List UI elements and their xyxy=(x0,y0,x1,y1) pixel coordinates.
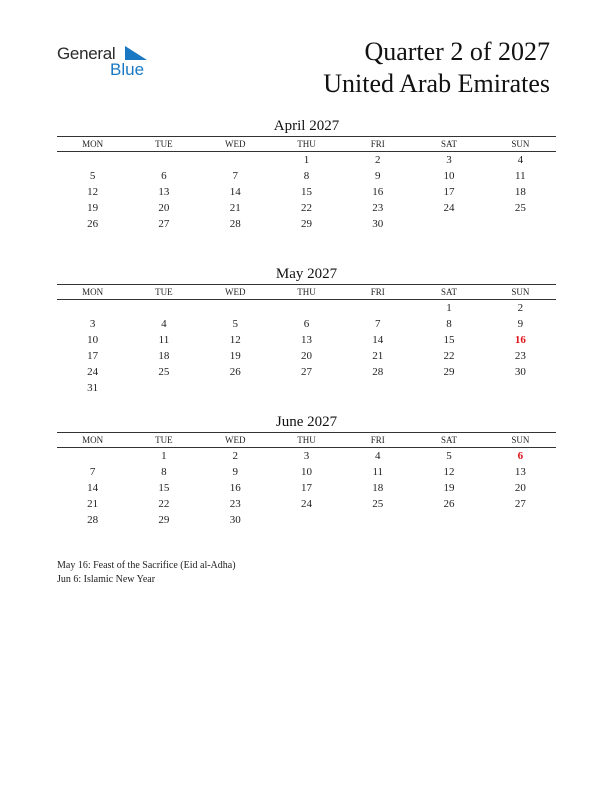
day-cell: 11 xyxy=(372,466,384,478)
day-cell: 18 xyxy=(158,350,170,362)
day-cell: 19 xyxy=(229,350,241,362)
day-cell: 10 xyxy=(443,170,455,182)
day-cell: 30 xyxy=(514,366,526,378)
day-cell: 7 xyxy=(89,466,96,478)
day-cell: 14 xyxy=(372,334,384,346)
week-row xyxy=(57,332,556,348)
day-cell: 29 xyxy=(300,218,312,230)
day-cell: 4 xyxy=(517,154,524,166)
weekday-label: THU xyxy=(297,139,316,149)
weekday-label: THU xyxy=(297,287,316,297)
day-cell: 15 xyxy=(300,186,312,198)
day-cell: 13 xyxy=(158,186,170,198)
day-cell: 11 xyxy=(158,334,170,346)
weekday-label: FRI xyxy=(370,287,385,297)
day-cell: 12 xyxy=(443,466,455,478)
day-cell: 14 xyxy=(229,186,241,198)
weekday-label: SAT xyxy=(441,287,458,297)
day-cell: 26 xyxy=(443,498,455,510)
day-cell: 3 xyxy=(446,154,452,166)
day-cell: 27 xyxy=(514,498,526,510)
day-cell: 4 xyxy=(375,450,381,462)
day-cell: 24 xyxy=(300,498,312,510)
day-cell: 11 xyxy=(515,170,526,182)
day-cell: 16 xyxy=(229,482,241,494)
title-quarter: Quarter 2 of 2027 xyxy=(364,37,550,66)
day-cell: 28 xyxy=(87,514,99,526)
day-cell: 23 xyxy=(372,202,384,214)
day-cell: 10 xyxy=(87,334,99,346)
day-cell: 27 xyxy=(158,218,170,230)
weekday-label: WED xyxy=(224,139,246,149)
weekday-header xyxy=(57,284,556,300)
week-row xyxy=(57,216,556,232)
weekday-label: SUN xyxy=(511,139,530,149)
week-row xyxy=(57,168,556,184)
weekday-label: SUN xyxy=(511,435,530,445)
day-cell: 21 xyxy=(87,498,99,510)
day-cell: 27 xyxy=(300,366,312,378)
week-row xyxy=(57,316,556,332)
month-title: May 2027 xyxy=(275,266,338,282)
logo-text-general: General xyxy=(57,44,116,63)
day-cell: 28 xyxy=(229,218,241,230)
weekday-label: FRI xyxy=(370,435,385,445)
month-june xyxy=(57,412,556,528)
logo-triangle-icon xyxy=(125,46,147,60)
day-cell: 17 xyxy=(300,482,312,494)
page-title xyxy=(323,36,550,100)
day-cell: 23 xyxy=(514,350,526,362)
title-country: United Arab Emirates xyxy=(323,69,550,98)
day-cell: 22 xyxy=(158,498,170,510)
day-cell: 2 xyxy=(232,450,238,462)
day-cell: 13 xyxy=(300,334,312,346)
day-cell: 22 xyxy=(300,202,312,214)
day-cell: 18 xyxy=(372,482,384,494)
holiday-note: Jun 6: Islamic New Year xyxy=(57,574,156,585)
day-cell: 5 xyxy=(446,450,452,462)
day-cell: 26 xyxy=(87,218,99,230)
day-cell: 28 xyxy=(372,366,384,378)
day-cell: 20 xyxy=(514,482,526,494)
weekday-header xyxy=(57,432,556,448)
week-row xyxy=(57,464,556,480)
day-cell: 29 xyxy=(443,366,455,378)
day-cell: 2 xyxy=(375,154,381,166)
month-title: June 2027 xyxy=(275,414,338,430)
week-row xyxy=(57,480,556,496)
week-row xyxy=(57,496,556,512)
month-grid xyxy=(57,152,556,232)
week-row xyxy=(57,512,556,528)
holiday-note: May 16: Feast of the Sacrifice (Eid al-Adha) xyxy=(57,560,236,571)
day-cell: 10 xyxy=(300,466,312,478)
day-cell: 6 xyxy=(303,318,310,330)
day-cell: 25 xyxy=(372,498,384,510)
day-cell: 24 xyxy=(87,366,99,378)
month-grid xyxy=(57,300,556,396)
day-cell: 2 xyxy=(517,302,524,314)
weekday-label: MON xyxy=(82,287,104,297)
day-cell: 20 xyxy=(300,350,312,362)
weekday-label: SAT xyxy=(441,435,458,445)
day-cell: 16 xyxy=(514,334,526,346)
day-cell: 4 xyxy=(161,318,167,330)
weekday-label: SAT xyxy=(441,139,458,149)
month-may xyxy=(57,264,556,396)
day-cell: 14 xyxy=(87,482,99,494)
day-cell: 9 xyxy=(232,466,238,478)
day-cell: 18 xyxy=(514,186,526,198)
day-cell: 23 xyxy=(229,498,241,510)
day-cell: 19 xyxy=(443,482,455,494)
day-cell: 8 xyxy=(446,318,452,330)
day-cell: 20 xyxy=(158,202,170,214)
day-cell: 9 xyxy=(517,318,524,330)
week-row xyxy=(57,364,556,380)
day-cell: 16 xyxy=(372,186,384,198)
month-grid xyxy=(57,448,556,528)
weekday-label: TUE xyxy=(155,287,173,297)
day-cell: 9 xyxy=(375,170,381,182)
weekday-header xyxy=(57,136,556,152)
day-cell: 19 xyxy=(87,202,99,214)
day-cell: 22 xyxy=(443,350,455,362)
week-row xyxy=(57,200,556,216)
holiday-notes xyxy=(57,559,236,587)
weekday-label: TUE xyxy=(155,139,173,149)
day-cell: 5 xyxy=(232,318,238,330)
day-cell: 12 xyxy=(229,334,241,346)
day-cell: 30 xyxy=(372,218,384,230)
brand-logo xyxy=(57,42,157,82)
day-cell: 3 xyxy=(89,318,96,330)
weekday-label: MON xyxy=(82,435,104,445)
day-cell: 21 xyxy=(372,350,384,362)
day-cell: 1 xyxy=(446,302,452,314)
month-april xyxy=(57,116,556,232)
day-cell: 3 xyxy=(303,450,310,462)
day-cell: 25 xyxy=(514,202,526,214)
day-cell: 7 xyxy=(375,318,381,330)
weekday-label: TUE xyxy=(155,435,173,445)
day-cell: 8 xyxy=(303,170,310,182)
day-cell: 6 xyxy=(161,170,167,182)
day-cell: 7 xyxy=(232,170,238,182)
day-cell: 29 xyxy=(158,514,170,526)
weekday-label: WED xyxy=(224,435,246,445)
day-cell: 25 xyxy=(158,366,170,378)
day-cell: 30 xyxy=(229,514,241,526)
day-cell: 24 xyxy=(443,202,455,214)
weekday-label: FRI xyxy=(370,139,385,149)
week-row xyxy=(57,152,556,168)
day-cell: 15 xyxy=(443,334,455,346)
day-cell: 1 xyxy=(303,154,310,166)
day-cell: 17 xyxy=(443,186,455,198)
day-cell: 31 xyxy=(87,382,99,394)
day-cell: 21 xyxy=(229,202,241,214)
day-cell: 1 xyxy=(161,450,167,462)
day-cell: 26 xyxy=(229,366,241,378)
logo-text-blue: Blue xyxy=(110,60,145,79)
weekday-label: WED xyxy=(224,287,246,297)
day-cell: 8 xyxy=(161,466,167,478)
day-cell: 17 xyxy=(87,350,99,362)
day-cell: 6 xyxy=(517,450,524,462)
week-row xyxy=(57,448,556,464)
day-cell: 12 xyxy=(87,186,99,198)
day-cell: 15 xyxy=(158,482,170,494)
weekday-label: SUN xyxy=(511,287,530,297)
day-cell: 5 xyxy=(89,170,96,182)
week-row xyxy=(57,348,556,364)
week-row xyxy=(57,380,556,396)
month-title: April 2027 xyxy=(273,118,340,134)
week-row xyxy=(57,300,556,316)
day-cell: 13 xyxy=(514,466,526,478)
weekday-label: MON xyxy=(82,139,104,149)
weekday-label: THU xyxy=(297,435,316,445)
week-row xyxy=(57,184,556,200)
